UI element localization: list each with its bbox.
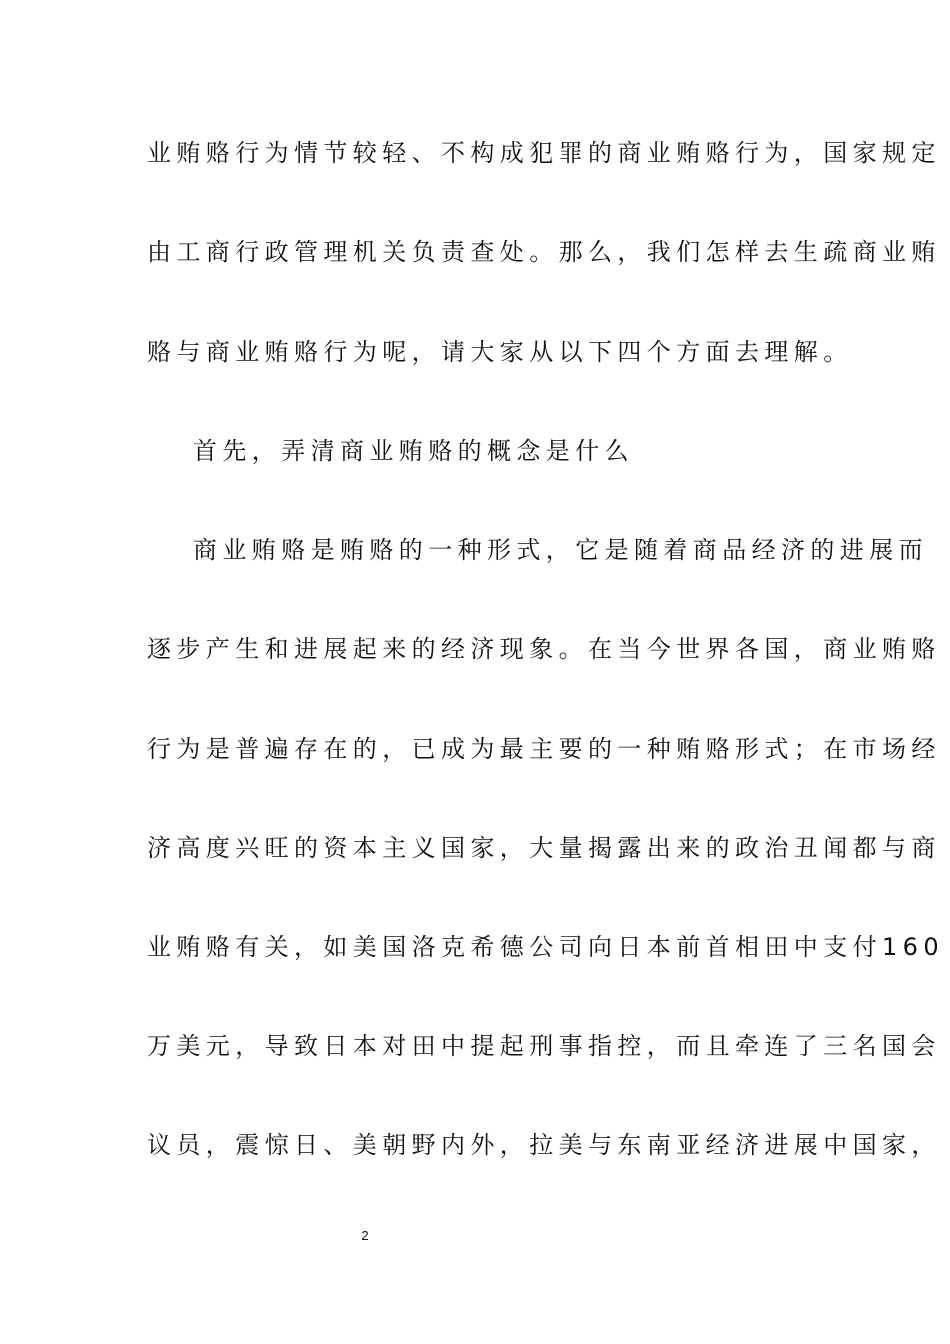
section-heading: 首先，弄清商业贿赂的概念是什么: [193, 437, 634, 465]
paragraph-line-6: 行为是普遍存在的，已成为最主要的一种贿赂形式；在市场经: [147, 735, 941, 763]
page-number: 2: [361, 1228, 369, 1243]
paragraph-line-2: 由工商行政管理机关负责查处。那么，我们怎样去生疏商业贿: [147, 238, 941, 266]
paragraph-line-10: 议员，震惊日、美朝野内外，拉美与东南亚经济进展中国家，: [147, 1131, 941, 1159]
paragraph-line-8: 业贿赂有关，如美国洛克希德公司向日本前首相田中支付160: [147, 933, 945, 961]
paragraph-line-1: 业贿赂行为情节较轻、不构成犯罪的商业贿赂行为，国家规定: [147, 139, 941, 167]
paragraph-line-5: 逐步产生和进展起来的经济现象。在当今世界各国，商业贿赂: [147, 635, 941, 663]
paragraph-line-3: 赂与商业贿赂行为呢，请大家从以下四个方面去理解。: [147, 338, 853, 366]
paragraph-line-9: 万美元，导致日本对田中提起刑事指控，而且牵连了三名国会: [147, 1032, 941, 1060]
paragraph-line-7: 济高度兴旺的资本主义国家，大量揭露出来的政治丑闻都与商: [147, 834, 941, 862]
paragraph-line-4: 商业贿赂是贿赂的一种形式，它是随着商品经济的进展而: [193, 536, 928, 564]
